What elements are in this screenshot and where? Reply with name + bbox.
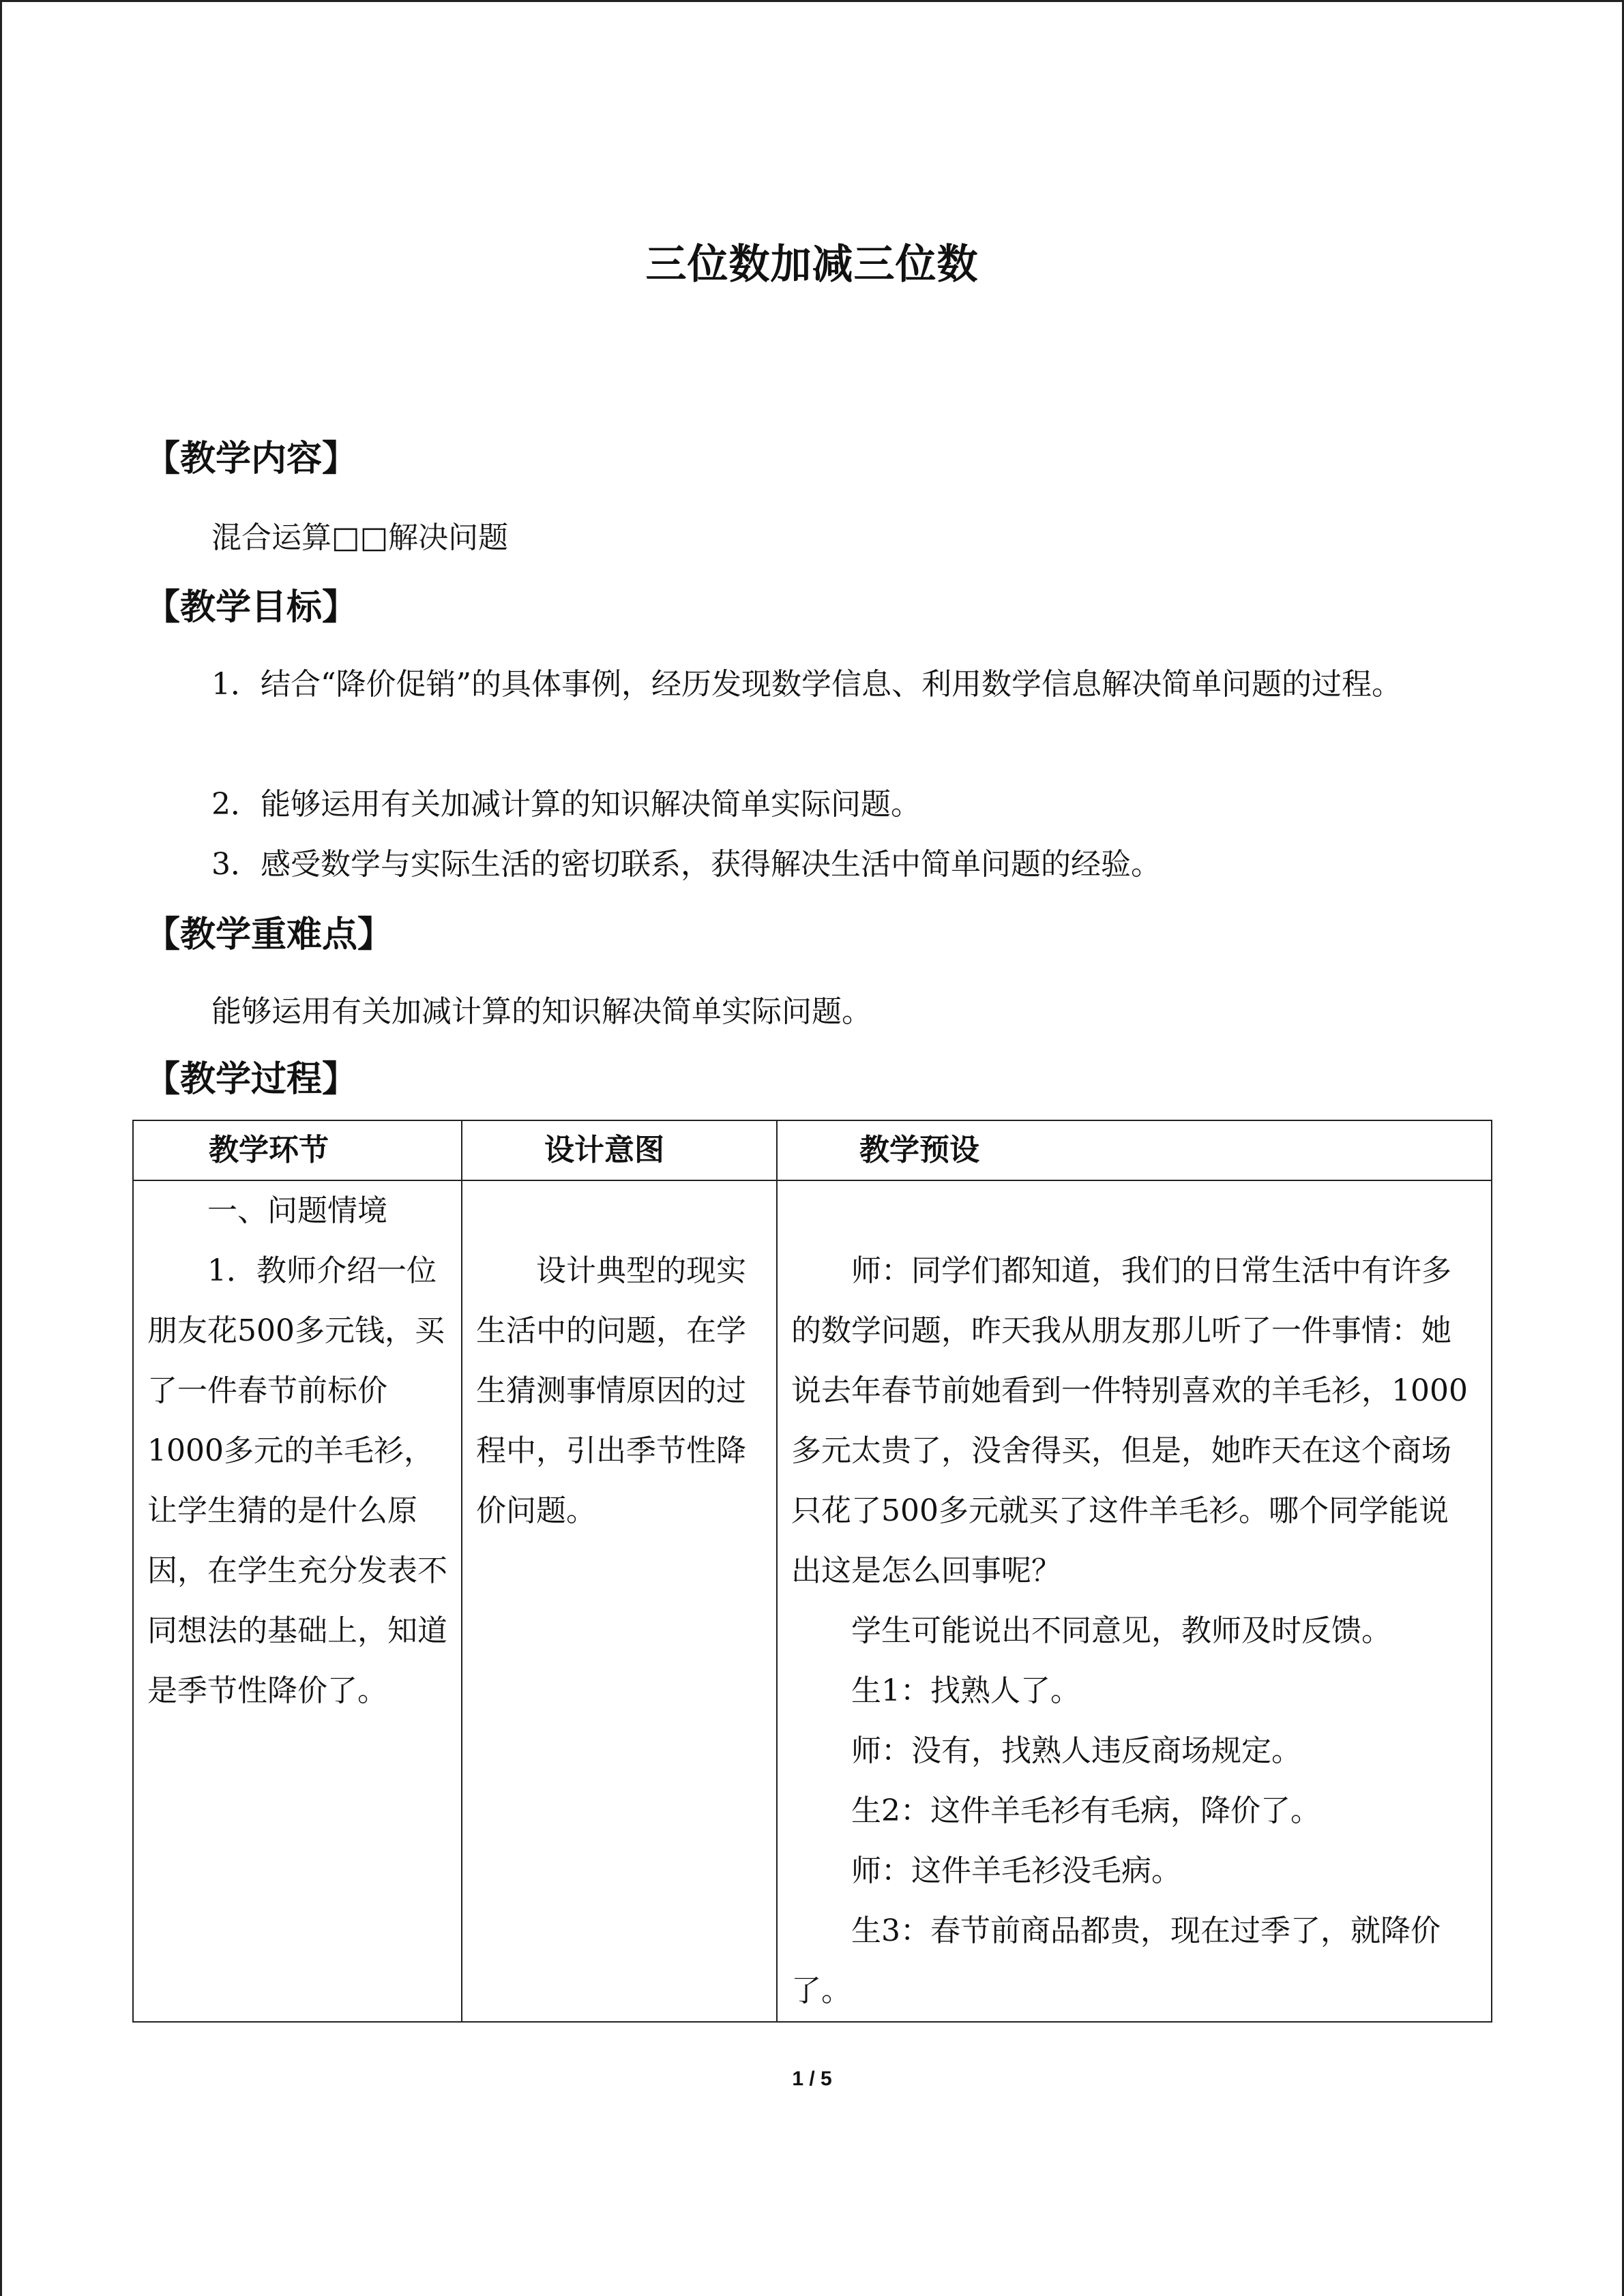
plan-para-2: 学生可能说出不同意见，教师及时反馈。 bbox=[851, 1613, 1391, 1648]
plan-para-1: 师：同学们都知道，我们的日常生活中有许多的数学问题，昨天我从朋友那儿听了一件事情：她说去年春节前她看到一件特别喜欢的羊毛衫，1000多元太贵了，没舍得买，但是，她昨天在这个商场只花了500多元就买了这件羊毛衫。哪个同学能说出这是怎么回事呢？ bbox=[791, 1253, 1468, 1588]
intent-text: 设计典型的现实生活中的问题，在学生猜测事情原因的过程中，引出季节性降价问题。 bbox=[476, 1253, 746, 1528]
table-header-row bbox=[133, 1120, 1492, 1180]
process-table bbox=[132, 1120, 1492, 2023]
stage-title: 一、问题情境 bbox=[207, 1193, 387, 1228]
cell-intent bbox=[462, 1180, 777, 2022]
key-points-text: 能够运用有关加减计算的知识解决简单实际问题。 bbox=[211, 994, 872, 1029]
header-teaching-stage: 教学环节 bbox=[133, 1120, 462, 1180]
page-title: 三位数加减三位数 bbox=[645, 241, 979, 288]
page-border-left bbox=[0, 0, 2, 2296]
plan-para-7: 生3：春节前商品都贵，现在过季了，就降价了。 bbox=[791, 1913, 1441, 2008]
goal-item-3: 3．感受数学与实际生活的密切联系，获得解决生活中简单问题的经验。 bbox=[211, 847, 1161, 882]
heading-process: 【教学过程】 bbox=[145, 1058, 358, 1100]
content-text: 混合运算□□解决问题 bbox=[211, 520, 509, 555]
cell-stage bbox=[133, 1180, 462, 2022]
cell-plan bbox=[777, 1180, 1492, 2022]
page-border-top bbox=[0, 0, 1624, 2]
header-design-intent: 设计意图 bbox=[462, 1120, 777, 1180]
plan-para-5: 生2：这件羊毛衫有毛病，降价了。 bbox=[851, 1793, 1320, 1828]
heading-content: 【教学内容】 bbox=[145, 438, 358, 479]
page-number: 1 / 5 bbox=[792, 2068, 832, 2090]
stage-text: 1．教师介绍一位朋友花500多元钱，买了一件春节前标价1000多元的羊毛衫，让学生猜的是什么原因，在学生充分发表不同想法的基础上，知道是季节性降价了。 bbox=[147, 1253, 447, 1708]
heading-goals: 【教学目标】 bbox=[145, 586, 358, 628]
heading-key-points: 【教学重难点】 bbox=[145, 914, 394, 955]
plan-para-6: 师：这件羊毛衫没毛病。 bbox=[851, 1853, 1181, 1888]
table-row bbox=[133, 1180, 1492, 2022]
goal-item-2: 2．能够运用有关加减计算的知识解决简单实际问题。 bbox=[211, 787, 921, 822]
goal-item-1: 1．结合“降价促销”的具体事例，经历发现数学信息、利用数学信息解决简单问题的过程。 bbox=[211, 667, 1402, 702]
plan-para-4: 师：没有，找熟人违反商场规定。 bbox=[851, 1733, 1301, 1768]
header-teaching-plan: 教学预设 bbox=[777, 1120, 1492, 1180]
plan-para-3: 生1：找熟人了。 bbox=[851, 1673, 1080, 1708]
